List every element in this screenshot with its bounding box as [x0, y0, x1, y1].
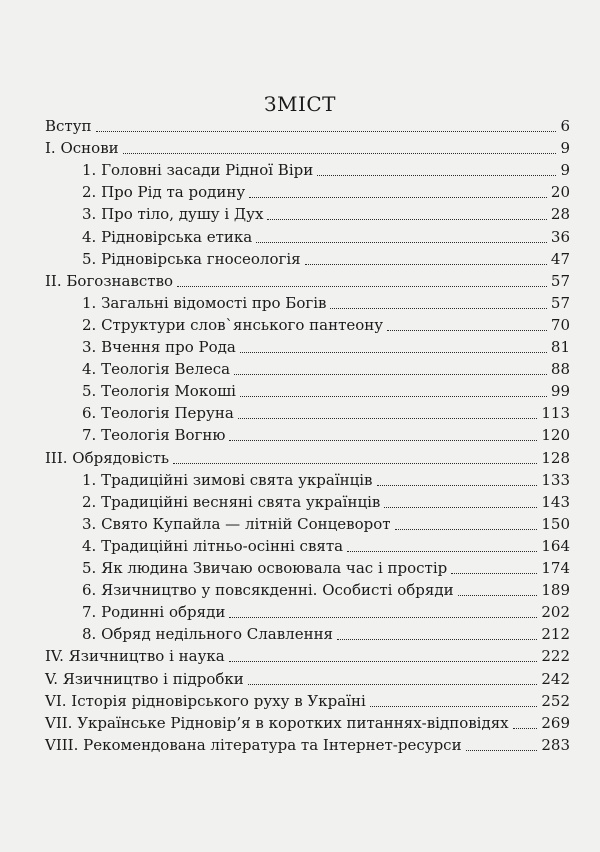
dot-leader: [347, 551, 537, 552]
page-title: ЗМІСТ: [264, 92, 336, 116]
dot-leader: [305, 264, 547, 265]
dot-leader: [177, 286, 547, 287]
toc-page-number: 99: [550, 382, 570, 401]
toc-page-number: 222: [541, 647, 570, 666]
toc-entry-label: 4. Теологія Велеса: [82, 360, 231, 379]
toc-subsection-entry: [82, 556, 570, 578]
dot-leader: [337, 639, 537, 640]
toc-entry-label: VIII. Рекомендована література та Інтернет-ресурси: [45, 735, 462, 754]
dot-leader: [384, 507, 537, 508]
dot-leader: [330, 308, 546, 309]
dot-leader: [248, 684, 538, 685]
toc-entry-label: 5. Теологія Мокоші: [82, 382, 236, 401]
toc-page-number: 20: [550, 183, 570, 202]
toc-entry-label: І. Основи: [45, 139, 119, 158]
toc-page-number: 150: [541, 514, 570, 533]
toc-entry-label: 5. Як людина Звичаю освоювала час і простір: [82, 559, 448, 577]
toc-page-number: 6: [560, 117, 570, 135]
toc-page-number: 113: [541, 404, 570, 423]
toc-page-number: 70: [550, 315, 570, 334]
toc-subsection-entry: [82, 202, 570, 224]
toc-subsection-entry: [82, 180, 570, 202]
toc-subsection-entry: [82, 291, 570, 313]
dot-leader: [466, 750, 538, 751]
toc-page-number: 88: [550, 360, 570, 379]
toc-entry-label: IV. Язичництво і наука: [45, 647, 225, 666]
dot-leader: [256, 242, 547, 243]
dot-leader: [317, 175, 556, 176]
dot-leader: [267, 219, 547, 220]
toc-page-number: 57: [550, 271, 570, 290]
toc-page-number: 9: [560, 161, 570, 180]
toc-page-number: 120: [541, 426, 570, 445]
toc-entry-label: ІІІ. Обрядовість: [45, 448, 170, 467]
toc-entry-label: 2. Традиційні весняні свята українців: [82, 492, 381, 511]
toc-section-entry: [45, 644, 570, 666]
dot-leader: [229, 617, 537, 618]
dot-leader: [173, 463, 537, 464]
toc-entry-label: ІІ. Богознавство: [45, 271, 174, 290]
toc-section-entry: [45, 667, 570, 689]
dot-leader: [240, 352, 547, 353]
toc-page-number: 9: [560, 139, 570, 158]
toc-subsection-entry: [82, 600, 570, 622]
toc-subsection-entry: [82, 247, 570, 269]
toc-subsection-entry: [82, 578, 570, 600]
toc-entry-label: 3. Про тіло, душу і Дух: [82, 205, 264, 224]
toc-subsection-entry: [82, 490, 570, 512]
toc-entry-label: 8. Обряд недільного Славлення: [82, 625, 334, 644]
toc-page-number: 143: [541, 492, 570, 511]
toc-entry-label: V. Язичництво і підробки: [45, 669, 244, 688]
dot-leader: [377, 485, 538, 486]
toc-entry-label: 7. Родинні обряди: [82, 603, 226, 622]
dot-leader: [96, 131, 556, 132]
dot-leader: [123, 153, 556, 154]
toc-entry-label: 6. Язичництво у повсякденні. Особисті обряди: [82, 581, 454, 600]
dot-leader: [451, 573, 537, 574]
dot-leader: [458, 595, 538, 596]
dot-leader: [238, 418, 538, 419]
toc-subsection-entry: [82, 423, 570, 445]
toc-subsection-entry: [82, 534, 570, 556]
toc-subsection-entry: [82, 357, 570, 379]
dot-leader: [387, 330, 547, 331]
toc-section-entry: [45, 711, 570, 733]
toc-entry-label: 2. Структури слов`янського пантеону: [82, 315, 384, 334]
toc-section-entry: [45, 446, 570, 468]
toc-entry-label: 6. Теологія Перуна: [82, 404, 234, 423]
toc-entry-label: 4. Рідновірська етика: [82, 227, 253, 246]
toc-entry-label: 7. Теологія Вогню: [82, 426, 226, 445]
dot-leader: [229, 661, 538, 662]
toc-page-number: 57: [550, 293, 570, 312]
toc-entry-label: Вступ: [45, 117, 92, 135]
dot-leader: [229, 440, 537, 441]
toc-subsection-entry: [82, 379, 570, 401]
toc-entry-label: 5. Рідновірська гносеологія: [82, 249, 301, 268]
dot-leader: [234, 374, 547, 375]
toc-page-number: 47: [550, 249, 570, 268]
toc-entry-label: 3. Вчення про Рода: [82, 338, 236, 356]
toc-page-number: 164: [541, 536, 570, 555]
toc-subsection-entry: [82, 158, 570, 180]
toc-section-entry: [45, 733, 570, 755]
toc-entry-label: VI. Історія рідновірського руху в Україні: [45, 691, 366, 710]
toc-subsection-entry: [82, 622, 570, 644]
dot-leader: [240, 396, 547, 397]
toc-entry-label: 1. Головні засади Рідної Віри: [82, 161, 314, 180]
toc-page-number: 242: [541, 669, 570, 688]
toc-page-number: 133: [541, 470, 570, 489]
toc-page-number: 174: [541, 559, 570, 577]
toc-section-entry: [45, 269, 570, 291]
toc-entry-label: 2. Про Рід та родину: [82, 183, 246, 202]
dot-leader: [249, 197, 547, 198]
toc-page-number: 252: [541, 691, 570, 710]
toc-entry-label: 1. Загальні відомості про Богів: [82, 293, 327, 312]
toc-subsection-entry: [82, 401, 570, 423]
toc-section-entry: [45, 689, 570, 711]
toc-entry-label: VII. Українське Рідновір’я в коротких питаннях-відповідях: [45, 713, 509, 732]
toc-page-number: 128: [541, 448, 570, 467]
toc-page-number: 81: [550, 338, 570, 356]
toc-page-number: 202: [541, 603, 570, 622]
dot-leader: [395, 529, 538, 530]
toc-subsection-entry: [82, 225, 570, 247]
toc-page-number: 212: [541, 625, 570, 644]
toc-page-number: 283: [541, 735, 570, 754]
toc-page-number: 189: [541, 581, 570, 600]
toc-subsection-entry: [82, 468, 570, 490]
toc-subsection-entry: [82, 335, 570, 357]
toc-subsection-entry: [82, 313, 570, 335]
toc-page-number: 269: [541, 713, 570, 732]
toc-entry-label: 3. Свято Купайла — літній Сонцеворот: [82, 514, 391, 533]
dot-leader: [513, 728, 538, 729]
toc-entry-label: 1. Традиційні зимові свята українців: [82, 470, 373, 489]
toc-subsection-entry: [82, 512, 570, 534]
dot-leader: [370, 706, 538, 707]
toc-page-number: 36: [550, 227, 570, 246]
toc-section-entry: [45, 114, 570, 136]
toc-section-entry: [45, 136, 570, 158]
toc-entry-label: 4. Традиційні літньо-осінні свята: [82, 536, 344, 555]
toc-page-number: 28: [550, 205, 570, 224]
